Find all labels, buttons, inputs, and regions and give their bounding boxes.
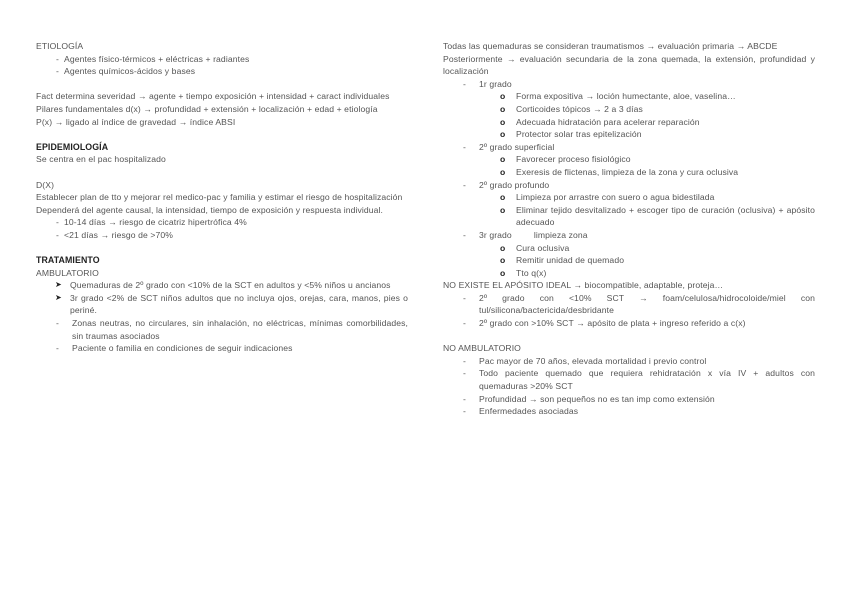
sub-list-item: o Favorecer proceso fisiológico: [443, 153, 815, 166]
grado-2-profundo-heading: - 2º grado profundo: [443, 179, 815, 192]
sub-list-item: o Adecuada hidratación para acelerar reparación: [443, 116, 815, 129]
paragraph-aposito: NO EXISTE EL APÓSITO IDEAL → biocompatible, adaptable, proteja…: [443, 280, 724, 291]
sub-list-item: o Forma expositiva → loción humectante, aloe, vaselina…: [443, 90, 815, 103]
paragraph-pronostico: P(x) → ligado al índice de gravedad → índice ABSI: [36, 116, 236, 127]
grado-3-suffix: limpieza zona: [533, 229, 588, 240]
list-item: - Paciente o familia en condiciones de seguir indicaciones: [36, 342, 408, 355]
sub-list-item: o Exeresis de flictenas, limpieza de la zona y cura oclusiva: [443, 166, 815, 179]
right-column: [443, 40, 815, 418]
sub-list-item: o Remitir unidad de quemado: [443, 254, 815, 267]
grado-3-heading: [443, 229, 815, 242]
paragraph-pilares: Pilares fundamentales d(x) → profundidad + extensión + localización + edad + etiología: [36, 103, 378, 114]
list-item: - Profundidad → son pequeños no es tan imp como extensión: [443, 393, 815, 406]
list-item: - Agentes físico-térmicos + eléctricas + radiantes: [36, 53, 408, 66]
left-column: [36, 40, 408, 355]
ambulatorio-heading: AMBULATORIO: [36, 267, 99, 278]
tratamiento-heading: TRATAMIENTO: [36, 255, 100, 266]
list-item: - <21 días → riesgo de >70%: [36, 229, 408, 242]
grado-1-heading: - 1r grado: [443, 78, 815, 91]
arrow-list-item: ➤ Quemaduras de 2º grado con <10% de la SCT en adultos y <5% niños u ancianos: [36, 279, 408, 292]
etiologia-heading: ETIOLOGÍA: [36, 41, 84, 51]
paragraph-intro: Todas las quemaduras se consideran traumatismos → evaluación primaria → ABCDE: [443, 41, 778, 51]
list-item: - 2º grado con >10% SCT → apósito de plata + ingreso referido a c(x): [443, 317, 815, 330]
list-item: - Todo paciente quemado que requiera rehidratación x vía IV + adultos con quemaduras >20% SCT: [443, 367, 815, 392]
grado-3-label: 3r grado: [479, 229, 512, 240]
list-item: - Zonas neutras, no circulares, sin inhalación, no eléctricas, mínimas comorbilidades, sin traumas asociados: [36, 317, 408, 342]
no-ambulatorio-heading: NO AMBULATORIO: [443, 343, 521, 354]
paragraph-epidemiologia: Se centra en el pac hospitalizado: [36, 154, 166, 165]
list-item: - Agentes químicos-ácidos y bases: [36, 65, 408, 78]
paragraph-dx-plan: Establecer plan de tto y mejorar rel medico-pac y familia y estimar el riesgo de hospitalización: [36, 192, 403, 203]
arrow-list-item: ➤ 3r grado <2% de SCT niños adultos que no incluya ojos, orejas, cara, manos, pies o periné.: [36, 292, 408, 317]
sub-list-item: o Tto q(x): [443, 267, 815, 280]
dx-heading: D(X): [36, 179, 55, 190]
sub-list-item: o Protector solar tras epitelización: [443, 128, 815, 141]
epidemiologia-heading: EPIDEMIOLOGÍA: [36, 141, 109, 152]
list-item: - 10-14 días → riesgo de cicatriz hipertrófica 4%: [36, 216, 408, 229]
list-item: - Pac mayor de 70 años, elevada mortalidad i previo control: [443, 355, 815, 368]
sub-list-item: o Limpieza por arrastre con suero o agua bidestilada: [443, 191, 815, 204]
grado-2-superficial-heading: - 2º grado superficial: [443, 141, 815, 154]
list-item: - 2º grado con <10% SCT → foam/celulosa/hidrocoloide/miel con tul/silicona/bactericida/desbridante: [443, 292, 815, 317]
list-item: - Enfermedades asociadas: [443, 405, 815, 418]
sub-list-item: o Corticoides tópicos → 2 a 3 días: [443, 103, 815, 116]
paragraph-secundaria: Posteriormente → evaluación secundaria de la zona quemada, la extensión, profundidad y localización: [443, 53, 815, 77]
sub-list-item: o Cura oclusiva: [443, 242, 815, 255]
sub-list-item: o Eliminar tejido desvitalizado + escoger tipo de curación (oclusiva) + apósito adecuado: [443, 204, 815, 229]
paragraph-factores: Fact determina severidad → agente + tiempo exposición + intensidad + caract individuales: [36, 91, 390, 102]
paragraph-dx-depende: Dependerá del agente causal, la intensidad, tiempo de exposición y respuesta individual.: [36, 204, 384, 215]
